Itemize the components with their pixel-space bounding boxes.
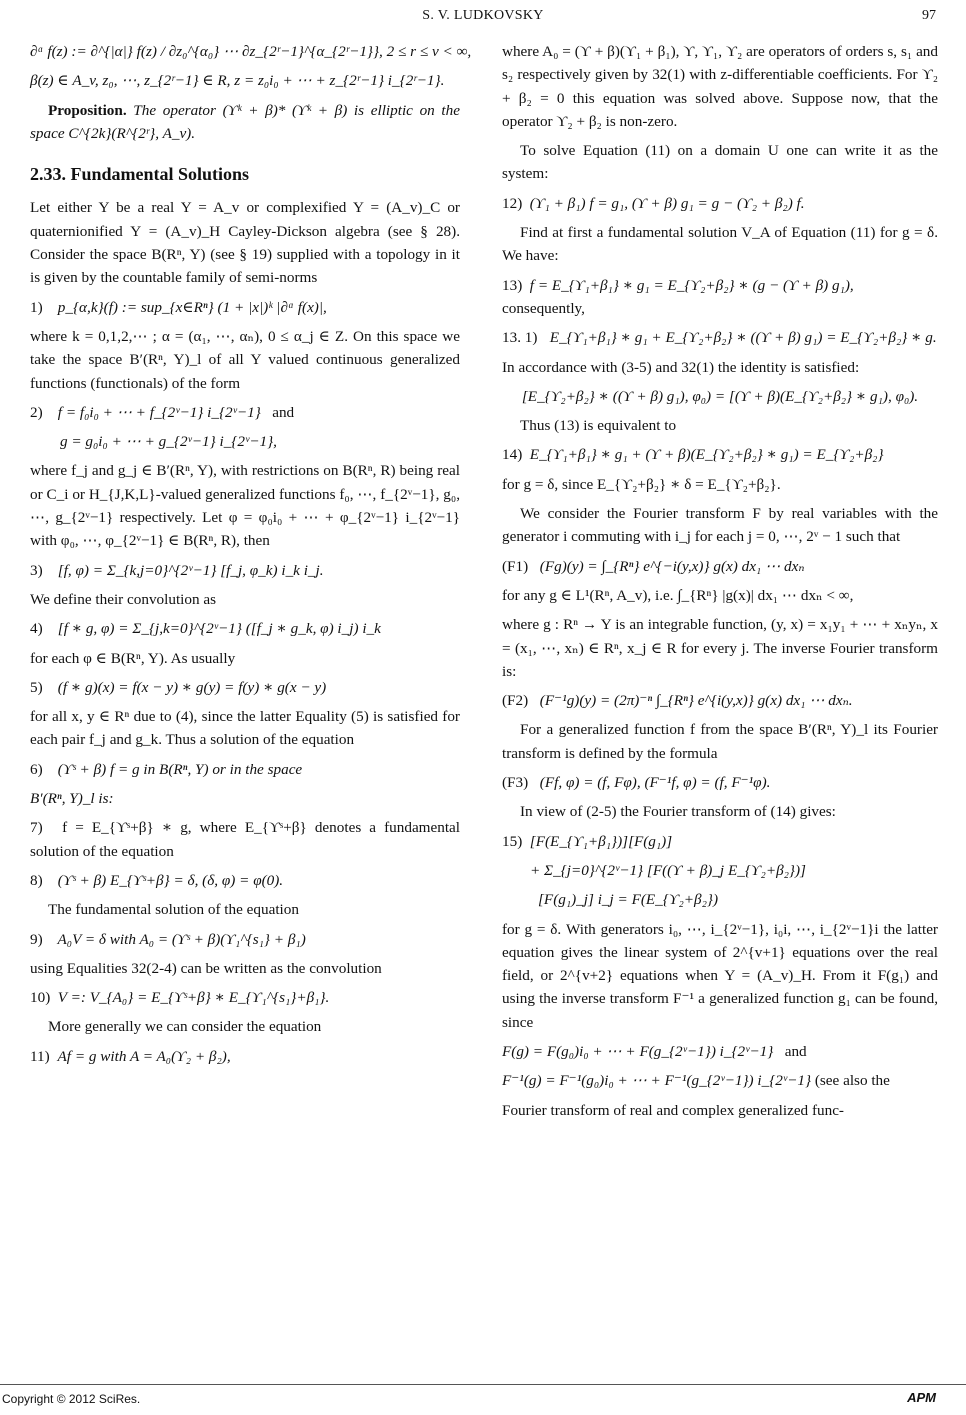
equation-9 (30, 928, 460, 951)
paragraph: Find at first a fundamental solution V_A of Equation (11) for g = δ. We have: (502, 224, 938, 265)
paragraph: Let either Y be a real Y = A_v or complexified Y = (A_v)_C or quaternionified Y = (A_v)_H Cayley-Dickson algebra (see § 28). Consider the space B(Rⁿ, Y) (see § 19) supplied with a topology in it is given by the countable family of semi-norms (30, 199, 460, 287)
equation-3 (30, 559, 460, 582)
equation-body: Af = g with A = A₀(ϒ₂ + β₂), (57, 1047, 231, 1065)
equation-number: 2) (30, 403, 43, 421)
equation-number: 13) (502, 276, 523, 294)
equation-6 (30, 758, 460, 781)
paragraph: for each φ ∈ B(Rⁿ, Y). As usually (30, 649, 236, 667)
paragraph: where f_j and g_j ∈ B′(Rⁿ, Y), with restrictions on B(Rⁿ, R) being real or C_i or H_{J,K,L}-valued generalized functions f₀, ⋯, f_{2ᵛ−1}, g₀, ⋯, g_{2ᵛ−1} respectively. Let φ = φ₀i₀ + ⋯ + φ_{2ᵛ−1} i_{2ᵛ−1} with φ₀, ⋯, φ_{2ᵛ−1} ∈ B(Rⁿ, R), then (30, 462, 460, 550)
equation-body: E_{ϒ₁+β₁} ∗ g₁ + E_{ϒ₂+β₂} ∗ ((ϒ + β) g₁) = E_{ϒ₂+β₂} ∗ g. (549, 329, 937, 347)
paragraph: The fundamental solution of the equation (48, 901, 299, 919)
page-header (0, 6, 966, 32)
page-number: 97 (922, 8, 936, 23)
equation-13 (502, 274, 938, 297)
equation-2b: g = g₀i₀ + ⋯ + g_{2ᵛ−1} i_{2ᵛ−1}, (60, 433, 277, 451)
paragraph: consequently, (502, 299, 585, 317)
equation-7-paragraph (30, 816, 460, 863)
equation-body: (F⁻¹g)(y) = (2π)⁻ⁿ ∫_{Rⁿ} e^{i(y,x)} g(x) dx₁ ⋯ dxₙ. (539, 692, 853, 710)
equation-body: F(g) = F(g₀)i₀ + ⋯ + F(g_{2ᵛ−1}) i_{2ᵛ−1} (502, 1042, 774, 1060)
equation-number: (F1) (502, 557, 529, 575)
proposition (30, 99, 460, 146)
equation-connector: and (272, 403, 295, 421)
paragraph: In view of (2-5) the Fourier transform of (14) gives: (520, 803, 836, 821)
equation-number: (F3) (502, 774, 529, 792)
equation-number: 8) (30, 871, 43, 889)
equation-body: f = E_{ϒˢ+β} ∗ g, where E_{ϒˢ+β} denotes a fundamental solution of the equation (30, 819, 461, 860)
equation-body: p_{α,k}(f) := sup_{x∈Rⁿ} (1 + |x|)ᵏ |∂ᵅ f(x)|, (57, 298, 327, 316)
left-column (30, 40, 472, 1074)
equation-15 (502, 830, 938, 853)
paragraph: In accordance with (3-5) and 32(1) the identity is satisfied: (502, 358, 860, 376)
equation-number: 5) (30, 678, 43, 696)
equation-11 (30, 1045, 460, 1068)
equation-15-line3: [F(g₁)_j] i_j = F(E_{ϒ₂+β₂}) (538, 891, 719, 909)
paragraph: where k = 0,1,2,⋯ ; α = (α₁, ⋯, αₙ), 0 ≤ α_j ∈ Z. On this space we take the space B′(Rⁿ, Y)_l of all Y valued continuous generalized functions (functionals) of the form (30, 327, 460, 392)
paragraph: for g = δ. With generators i₀, ⋯, i_{2ᵛ−1}, i₀i, ⋯, i_{2ᵛ−1}i the latter equation gives the linear system of 2^{v+1} equations over the real field, or 2^{v+2} equations when Y = (A_v)_H. From it F(g₁) and using the inverse transform F⁻¹ a generalized function g₁ can be found, since (502, 920, 938, 1031)
equation-number: 10) (30, 989, 51, 1007)
equation-body: [F(E_{ϒ₁+β₁})][F(g₁)] (529, 832, 673, 850)
proposition-label: Proposition. (48, 101, 127, 119)
equation-number: (F2) (502, 692, 529, 710)
equation-body: F⁻¹(g) = F⁻¹(g₀)i₀ + ⋯ + F⁻¹(g_{2ᵛ−1}) i_{2ᵛ−1} (502, 1072, 812, 1090)
footer-rule (0, 1384, 966, 1385)
equation-body: (f ∗ g)(x) = f(x − y) ∗ g(y) = f(y) ∗ g(x − y) (57, 678, 327, 696)
section-title: 2.33. Fundamental Solutions (30, 164, 250, 185)
journal-abbrev: APM (907, 1390, 936, 1405)
equation-15-line2: + Σ_{j=0}^{2ᵛ−1} [F((ϒ + β)_j E_{ϒ₂+β₂})] (530, 861, 806, 879)
paragraph: To solve Equation (11) on a domain U one can write it as the system: (502, 142, 938, 183)
paragraph: for any g ∈ L¹(Rⁿ, A_v), i.e. ∫_{Rⁿ} |g(x)| dx₁ ⋯ dxₙ < ∞, (502, 586, 854, 604)
equation-body: [f ∗ g, φ) = Σ_{j,k=0}^{2ᵛ−1} ([f_j ∗ g_k, φ) i_j) i_k (57, 620, 381, 638)
paragraph: We define their convolution as (30, 590, 217, 608)
equation-body: (Fg)(y) = ∫_{Rⁿ} e^{−i(y,x)} g(x) dx₁ ⋯ dxₙ (539, 557, 805, 575)
equation-number: 3) (30, 561, 43, 579)
equation-number: 13. 1) (502, 329, 538, 347)
equation-number: 9) (30, 930, 43, 948)
equation-number: 15) (502, 832, 523, 850)
equation-F1 (502, 555, 938, 578)
equation-14 (502, 443, 938, 466)
proposition-text: The operator (ϒᵏ + β)* (ϒᵏ + β) is elliptic on the space C^{2k}(R^{2ʳ}, A_v). (30, 101, 460, 142)
equation-8 (30, 869, 460, 892)
equation-identity: [E_{ϒ₂+β₂} ∗ ((ϒ + β) g₁), φ₀) = [(ϒ + β)(E_{ϒ₂+β₂} ∗ g₁), φ₀). (521, 387, 919, 405)
equation-F3 (502, 771, 938, 794)
paragraph: Fourier transform of real and complex generalized func- (502, 1101, 844, 1119)
equation-body: [f, φ) = Σ_{k,j=0}^{2ᵛ−1} [f_j, φ_k) i_k i_j. (57, 561, 324, 579)
paragraph: Thus (13) is equivalent to (520, 417, 677, 435)
equation-variables: β(z) ∈ A_v, z₀, ⋯, z_{2ʳ−1} ∈ R, z = z₀i₀ + ⋯ + z_{2ʳ−1} i_{2ʳ−1}. (30, 72, 445, 90)
paragraph: We consider the Fourier transform F by real variables with the generator i commuting with i_j for each j = 0, ⋯, 2ᵛ − 1 such that (502, 505, 938, 546)
equation-inverse-sum (502, 1069, 938, 1092)
equation-body: V =: V_{A₀} = E_{ϒˢ+β} ∗ E_{ϒ₁^{s₁}+β₁}. (57, 989, 330, 1007)
equation-5 (30, 676, 460, 699)
paragraph: where A₀ = (ϒ + β)(ϒ₁ + β₁), ϒ, ϒ₁, ϒ₂ are operators of orders s, s₁ and s₂ respectively given by 32(1) with z-differentiable coefficients. For ϒ₂ + β₂ = 0 this equation was solved above. Suppose now, that the operator ϒ₂ + β₂ is non-zero. (502, 43, 938, 130)
equation-number: 6) (30, 760, 43, 778)
equation-10 (30, 986, 460, 1009)
equation-F2 (502, 689, 938, 712)
equation-number: 11) (30, 1047, 50, 1065)
page-footer (0, 1384, 966, 1410)
equation-13-1 (502, 326, 938, 349)
equation-4 (30, 617, 460, 640)
equation-1 (30, 296, 460, 319)
equation-body: (ϒˢ + β) f = g in B(Rⁿ, Y) or in the space (57, 760, 303, 778)
copyright: Copyright © 2012 SciRes. (2, 1392, 141, 1406)
equation-body: A₀V = δ with A₀ = (ϒˢ + β)(ϒ₁^{s₁} + β₁) (57, 930, 306, 948)
equation-body: f = E_{ϒ₁+β₁} ∗ g₁ = E_{ϒ₂+β₂} ∗ (g − (ϒ + β) g₁), (529, 276, 854, 294)
equation-derivative-def: ∂ᵅ f(z) := ∂^{|α|} f(z) / ∂z₀^{α₀} ⋯ ∂z_{2ʳ−1}^{α_{2ʳ−1}}, 2 ≤ r ≤ v < ∞, (30, 43, 472, 60)
equation-tail: (see also the (814, 1072, 890, 1090)
equation-number: 1) (30, 298, 43, 316)
right-column (502, 40, 938, 1128)
paragraph: using Equalities 32(2-4) can be written as the convolution (30, 959, 382, 977)
paragraph: for all x, y ∈ Rⁿ due to (4), since the latter Equality (5) is satisfied for each pair f_j and g_k. Thus a solution of the equation (30, 708, 460, 749)
equation-12 (502, 192, 938, 215)
equation-number: 12) (502, 194, 523, 212)
paragraph: For a generalized function f from the space B′(Rⁿ, Y)_l its Fourier transform is defined by the formula (502, 721, 938, 762)
equation-number: 7) (30, 819, 43, 837)
equation-6b: B′(Rⁿ, Y)_l is: (30, 790, 114, 808)
equation-body: (ϒ₁ + β₁) f = g₁, (ϒ + β) g₁ = g − (ϒ₂ + β₂) f. (529, 194, 805, 212)
equation-number: 14) (502, 446, 523, 464)
equation-2 (30, 401, 460, 424)
equation-number: 4) (30, 620, 43, 638)
equation-body: E_{ϒ₁+β₁} ∗ g₁ + (ϒ + β)(E_{ϒ₂+β₂} ∗ g₁) = E_{ϒ₂+β₂} (529, 446, 884, 464)
equation-connector: and (784, 1042, 807, 1060)
paragraph: for g = δ, since E_{ϒ₂+β₂} ∗ δ = E_{ϒ₂+β₂}. (502, 475, 781, 493)
equation-body: (ϒˢ + β) E_{ϒˢ+β} = δ, (δ, φ) = φ(0). (57, 871, 284, 889)
paragraph: More generally we can consider the equation (48, 1018, 322, 1036)
running-title: S. V. LUDKOVSKY (422, 8, 544, 23)
paragraph: where g : Rⁿ → Y is an integrable function, (y, x) = x₁y₁ + ⋯ + xₙyₙ, x = (x₁, ⋯, xₙ) ∈ Rⁿ, x_j ∈ R for every j. The inverse Fourier transform is: (502, 616, 938, 680)
equation-fourier-sum (502, 1040, 938, 1063)
equation-body: (Ff, φ) = (f, Fφ), (F⁻¹f, φ) = (f, F⁻¹φ). (539, 774, 771, 792)
equation-body: f = f₀i₀ + ⋯ + f_{2ᵛ−1} i_{2ᵛ−1} (57, 403, 261, 421)
